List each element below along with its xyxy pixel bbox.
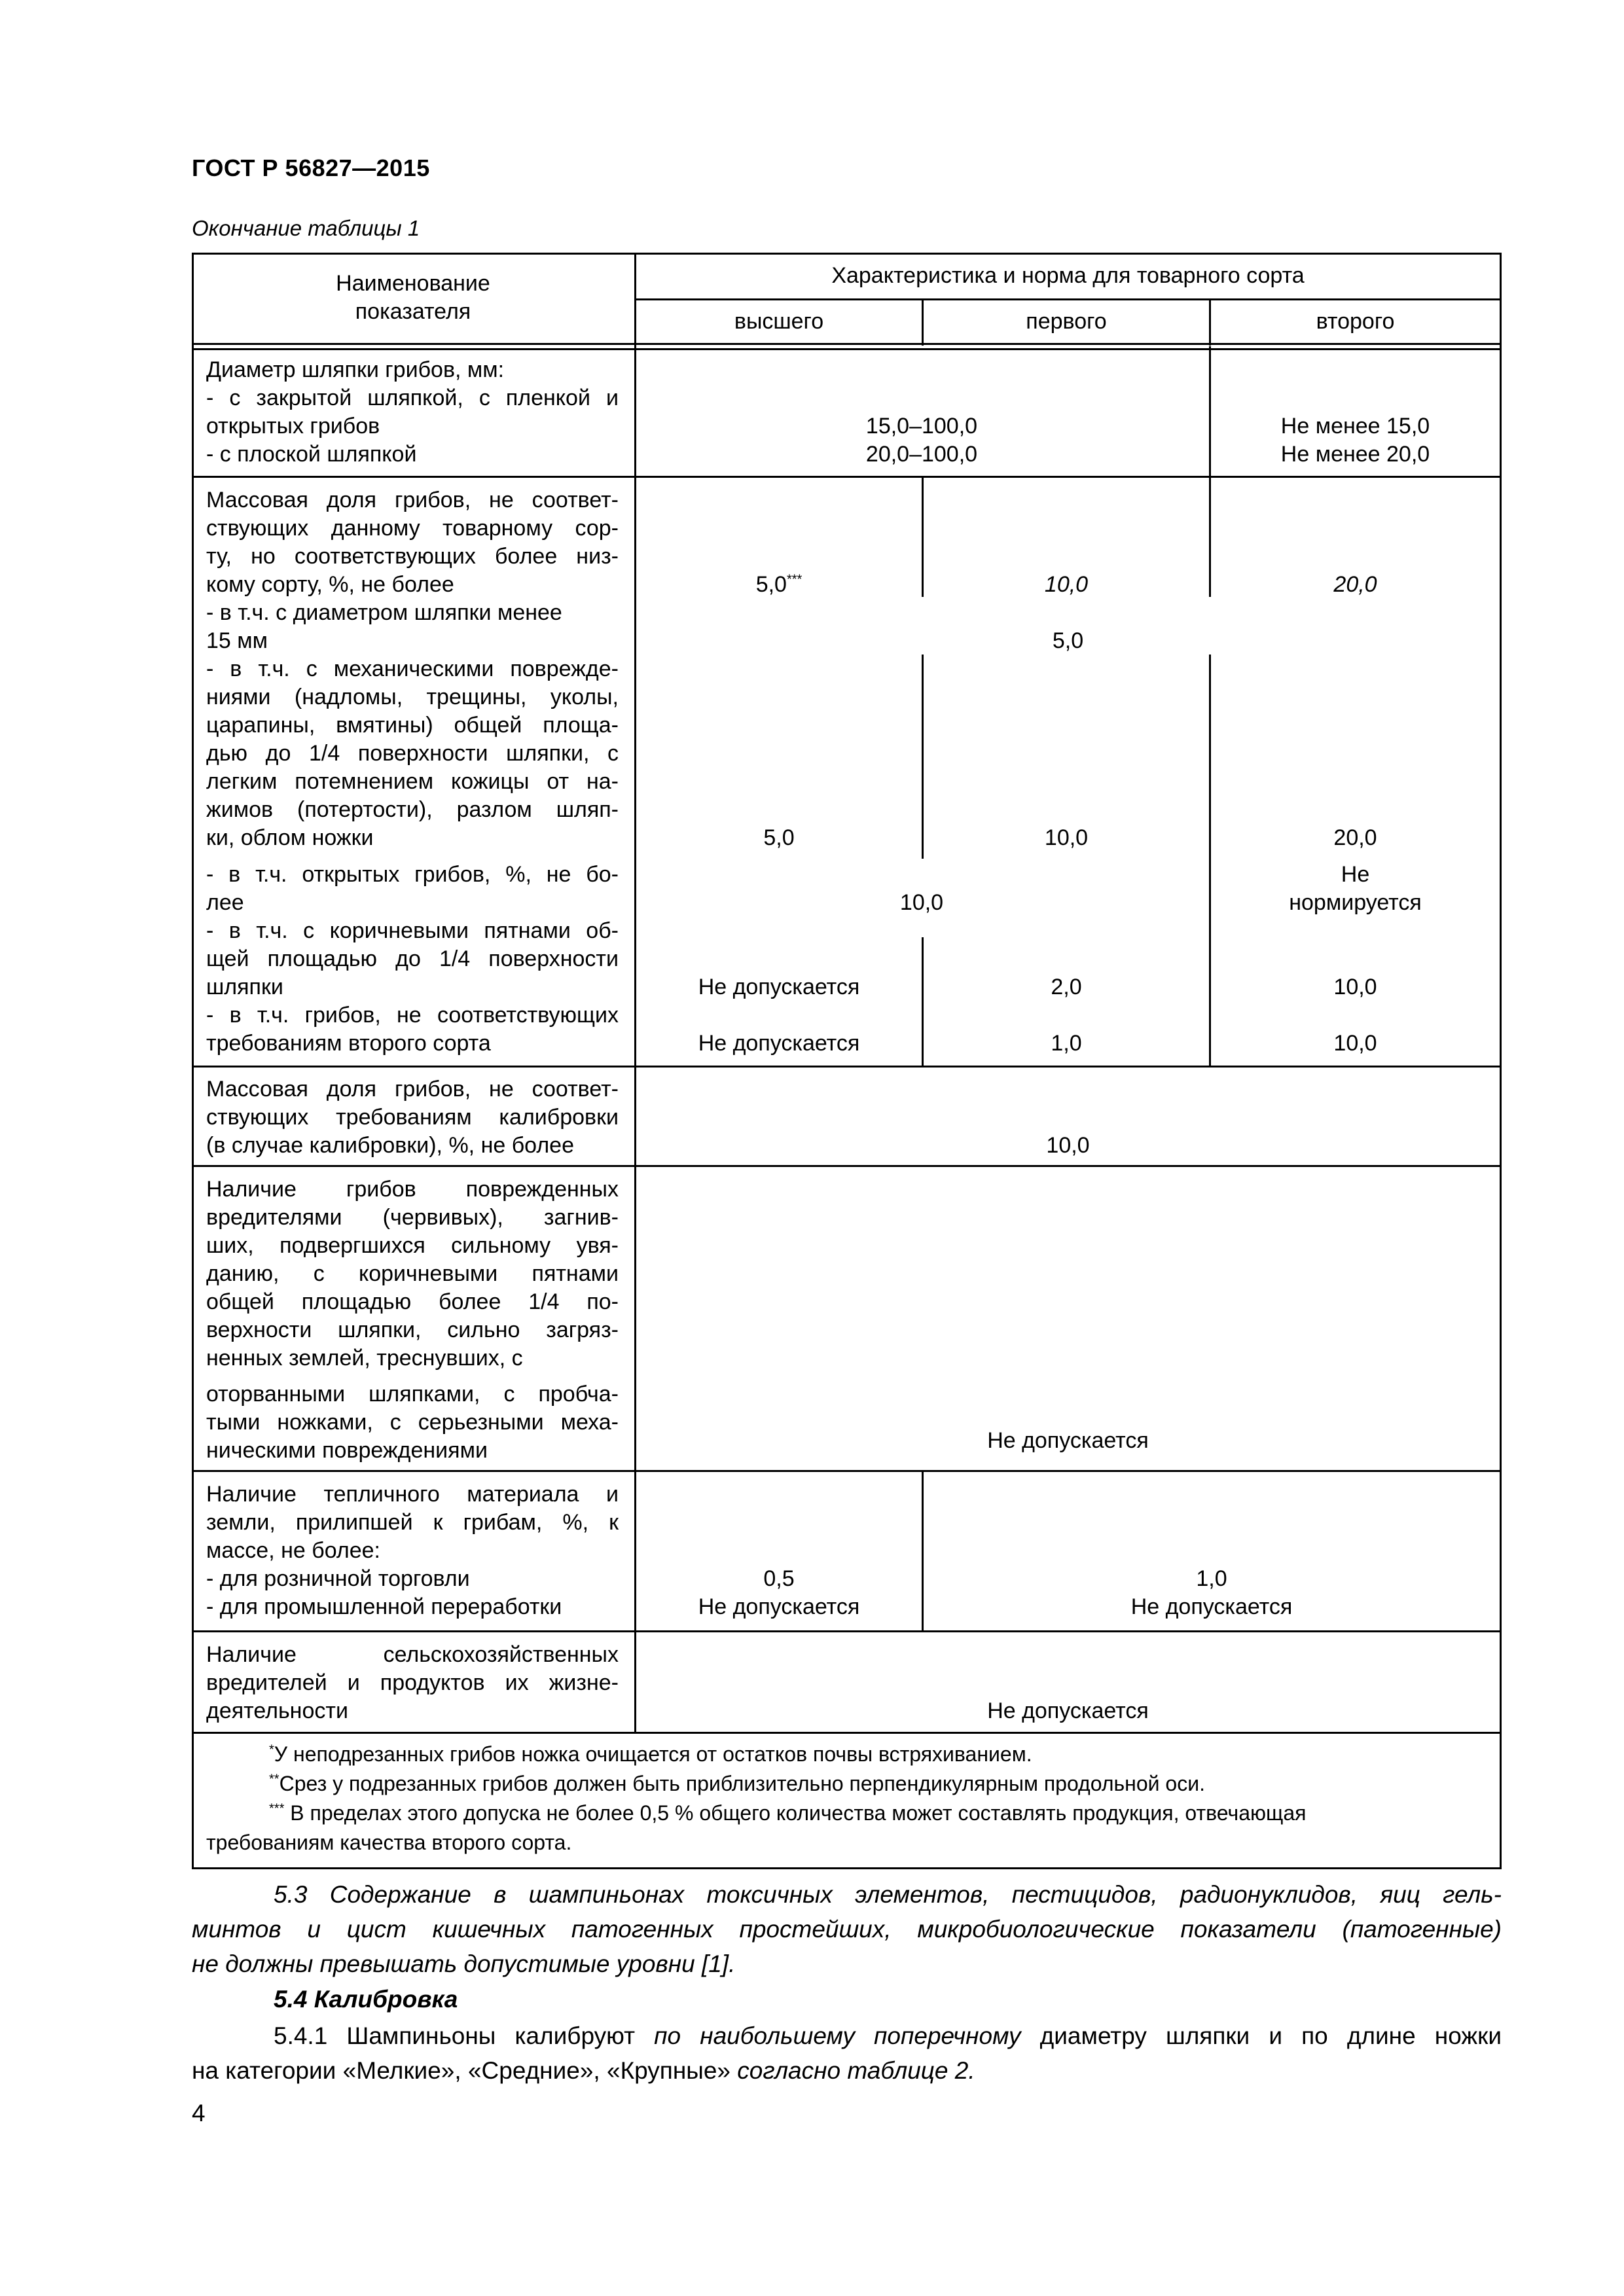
header-group-title: Характеристика и норма для товарного сорта <box>831 263 1305 288</box>
footnote-3-text-cont: требованиям качества второго сорта. <box>206 1831 572 1854</box>
footnote-1-mark: * <box>269 1742 274 1757</box>
section-5-3-line: не должны превышать допустимые уровни [1]. <box>192 1950 736 1977</box>
r6-name-line: Наличие сельскохозяйственных <box>206 1642 619 1667</box>
r5-name-line: - для промышленной переработки <box>206 1594 562 1619</box>
r5-name-line: Наличие тепличного материала и <box>206 1482 619 1507</box>
r2-c2-value: 10,0 <box>1044 825 1089 850</box>
r2-e3-value: 10,0 <box>1333 975 1377 999</box>
r4-name-line: ненных землей, треснувших, с <box>206 1346 523 1371</box>
r2-name-line: ки, облом ножки <box>206 825 374 850</box>
r2-e1-value: Не допускается <box>698 975 860 999</box>
header-grade-second: второго <box>1316 309 1395 334</box>
section-5-4-1 <box>192 2018 1502 2088</box>
r4-name-line: тыми ножками, с серьезными меха- <box>206 1410 619 1435</box>
r5-name <box>206 1480 619 1621</box>
r2-name-line: царапины, вмятины) общей площа- <box>206 713 619 738</box>
r1-value-flat-cap: 20,0–100,0 <box>865 442 978 467</box>
r2-name-e <box>206 917 619 1001</box>
r1-values-grade-2 <box>1211 412 1500 469</box>
header-grade-first: первого <box>1026 309 1107 334</box>
table-caption: Окончание таблицы 1 <box>192 216 420 240</box>
footnote-2-text: Срез у подрезанных грибов должен быть приблизительно перпендикулярным продольной оси. <box>279 1772 1205 1795</box>
r2-d3-line: нормируется <box>1289 890 1422 915</box>
r2-a1-cell <box>636 571 922 599</box>
table-border-top <box>192 253 1502 255</box>
r4-name-line: оторванными шляпками, с пробча- <box>206 1382 619 1407</box>
r2-b-value: 5,0 <box>1052 628 1084 653</box>
header-name-line-2: показателя <box>355 299 471 324</box>
r3-value: 10,0 <box>1046 1133 1090 1158</box>
section-5-4-1-italic: по наибольшему поперечному <box>654 2022 1021 2049</box>
footnote-3-mark: *** <box>269 1801 285 1816</box>
row-sep-6 <box>192 1732 1502 1734</box>
r2-name-line: Массовая доля грибов, не соответ- <box>206 488 619 512</box>
footnote-mark-3: *** <box>786 572 803 587</box>
r3-name-line: Массовая доля грибов, не соответ- <box>206 1077 619 1102</box>
section-5-4-1-italic: согласно таблице 2. <box>737 2057 975 2084</box>
r2-name-line: кому сорту, %, не более <box>206 572 454 597</box>
section-5-4-heading: 5.4 Калибровка <box>274 1986 458 2013</box>
r2-a2-value: 10,0 <box>1044 572 1089 597</box>
r3-name <box>206 1075 619 1160</box>
r2-name-line: жимов (потертости), разлом шляп- <box>206 797 619 822</box>
footnote-2 <box>206 1769 1489 1799</box>
r2-name-d <box>206 861 619 917</box>
r4-name-line: ших, подвергшихся сильному увя- <box>206 1233 619 1258</box>
header-double-line-1 <box>192 343 1502 345</box>
r4-name-line: общей площадью более 1/4 по- <box>206 1289 619 1314</box>
r4-name-line: Наличие грибов поврежденных <box>206 1177 619 1202</box>
r5-name-line: массе, не более: <box>206 1538 380 1563</box>
section-5-4-1-text: диаметру шляпки и по длине ножки <box>1020 2022 1502 2049</box>
section-5-3-line: 5.3 Содержание в шампиньонах токсичных элементов, пестицидов, радионуклидов, яиц гель- <box>274 1881 1502 1908</box>
r5-name-line: земли, прилипшей к грибам, %, к <box>206 1510 619 1535</box>
r6-name <box>206 1641 619 1725</box>
page-number: 4 <box>192 2100 206 2126</box>
row-sep-2 <box>192 1066 1502 1067</box>
header-name-column <box>194 270 632 326</box>
r4-name-line: верхности шляпки, сильно загряз- <box>206 1318 619 1342</box>
r1-name-line: - с закрытой шляпкой, с пленкой и <box>206 386 619 410</box>
r4-name-line: вредителями (червивых), загнив- <box>206 1205 619 1230</box>
r5-retail-highest: 0,5 <box>763 1566 795 1591</box>
footnote-3 <box>206 1799 1489 1828</box>
r2-d3-cell <box>1211 861 1500 917</box>
r2-name-line: - в т.ч. с коричневыми пятнами об- <box>206 918 619 943</box>
section-5-4-1-line-2 <box>192 2053 1502 2088</box>
row-sep-4 <box>192 1470 1502 1472</box>
r2-c3-value: 20,0 <box>1333 825 1377 850</box>
r5-industrial-first-second: Не допускается <box>1130 1594 1293 1619</box>
r1-name-line: - с плоской шляпкой <box>206 442 417 467</box>
r1-name <box>206 356 619 469</box>
r2-name-line: дью до 1/4 поверхности шляпки, с <box>206 741 619 766</box>
r6-name-line: вредителей и продуктов их жизне- <box>206 1670 619 1695</box>
r2-name-line: ниями (надломы, трещины, уколы, <box>206 685 619 709</box>
r2-f2-value: 1,0 <box>1051 1031 1082 1056</box>
r1-value-flat-cap-second: Не менее 20,0 <box>1280 442 1430 467</box>
header-grade-highest: высшего <box>734 309 824 334</box>
r2-a3-value: 20,0 <box>1333 572 1377 597</box>
footnote-3-text: В пределах этого допуска не более 0,5 % общего количества может составлять продукция, отвечающая <box>290 1801 1307 1825</box>
table-border-bottom <box>192 1867 1502 1869</box>
r2-name-line: легким потемнением кожицы от на- <box>206 769 619 794</box>
r5-industrial-highest: Не допускается <box>698 1594 860 1619</box>
r2-name-line: - в т.ч. с механическими поврежде- <box>206 656 619 681</box>
r2-a1-value: 5,0 <box>755 572 787 597</box>
r2-name-line: 15 мм <box>206 628 268 653</box>
r2-f3-value: 10,0 <box>1333 1031 1377 1056</box>
r1-value-closed-cap: 15,0–100,0 <box>865 414 978 439</box>
r5-name-line: - для розничной торговли <box>206 1566 470 1591</box>
r1-value-closed-cap-second: Не менее 15,0 <box>1280 414 1430 439</box>
header-double-line-2 <box>192 348 1502 350</box>
r3-name-line: ствующих требованиям калибровки <box>206 1105 619 1130</box>
r2-name-line: щей площадью до 1/4 поверхности <box>206 946 619 971</box>
r2-e2-value: 2,0 <box>1051 975 1082 999</box>
r2-name-b <box>206 599 619 655</box>
row-sep-3 <box>192 1165 1502 1167</box>
r6-value: Не допускается <box>987 1698 1149 1723</box>
r2-name-line: лее <box>206 890 244 915</box>
r5-retail-first-second: 1,0 <box>1196 1566 1227 1591</box>
section-5-4-1-text: 5.4.1 Шампиньоны калибруют <box>274 2022 655 2049</box>
table-border-left <box>192 253 194 1869</box>
r2-name-line: - в т.ч. с диаметром шляпки менее <box>206 600 562 625</box>
header-group-divider <box>634 298 1502 300</box>
row-sep-1 <box>192 476 1502 478</box>
r2-d3-line: Не <box>1341 862 1370 887</box>
section-5-3-line: минтов и цист кишечных патогенных простейших, микробиологические показатели (патогенные) <box>192 1916 1502 1943</box>
r1-name-line: Диаметр шляпки грибов, мм: <box>206 357 505 382</box>
r3-name-line: (в случае калибровки), %, не более <box>206 1133 574 1158</box>
row-sep-5 <box>192 1630 1502 1632</box>
r1-values-grade-1-2 <box>636 412 1207 469</box>
r2-name-line: шляпки <box>206 975 283 999</box>
r4-name <box>206 1175 619 1465</box>
r4-name-line: данию, с коричневыми пятнами <box>206 1261 619 1286</box>
r2-name-f <box>206 1001 619 1058</box>
r2-name-line: ствующих данному товарному сор- <box>206 516 619 541</box>
footnote-2-mark: ** <box>269 1772 280 1787</box>
r4-name-line: ническими повреждениями <box>206 1438 488 1463</box>
r2-name-line: - в т.ч. открытых грибов, %, не бо- <box>206 862 619 887</box>
document-code: ГОСТ Р 56827—2015 <box>192 154 430 181</box>
table-border-right <box>1500 253 1502 1869</box>
r2-name-line: требованиям второго сорта <box>206 1031 491 1056</box>
r2-name-line: ту, но соответствующих более низ- <box>206 544 619 569</box>
section-5-4-1-text: на категории «Мелкие», «Средние», «Крупные» <box>192 2057 738 2084</box>
section-5-4-1-line-1 <box>192 2018 1502 2053</box>
section-5-3 <box>192 1877 1502 1981</box>
header-name-line-1: Наименование <box>336 271 490 296</box>
footnote-1-text: У неподрезанных грибов ножка очищается от остатков почвы встряхиванием. <box>274 1742 1032 1766</box>
r5-grade-first-second <box>924 1565 1500 1621</box>
r2-name-c <box>206 655 619 852</box>
r4-value: Не допускается <box>987 1428 1149 1453</box>
r5-grade-highest <box>636 1565 922 1621</box>
r1-name-line: открытых грибов <box>206 414 380 439</box>
r2-c1-value: 5,0 <box>763 825 795 850</box>
r2-name-a <box>206 486 619 599</box>
r6-name-line: деятельности <box>206 1698 348 1723</box>
r2-name-line: - в т.ч. грибов, не соответствующих <box>206 1003 619 1028</box>
footnote-1 <box>206 1740 1489 1769</box>
r2-f1-value: Не допускается <box>698 1031 860 1056</box>
table-footnotes <box>206 1740 1489 1857</box>
r2-d12-value: 10,0 <box>899 890 944 915</box>
